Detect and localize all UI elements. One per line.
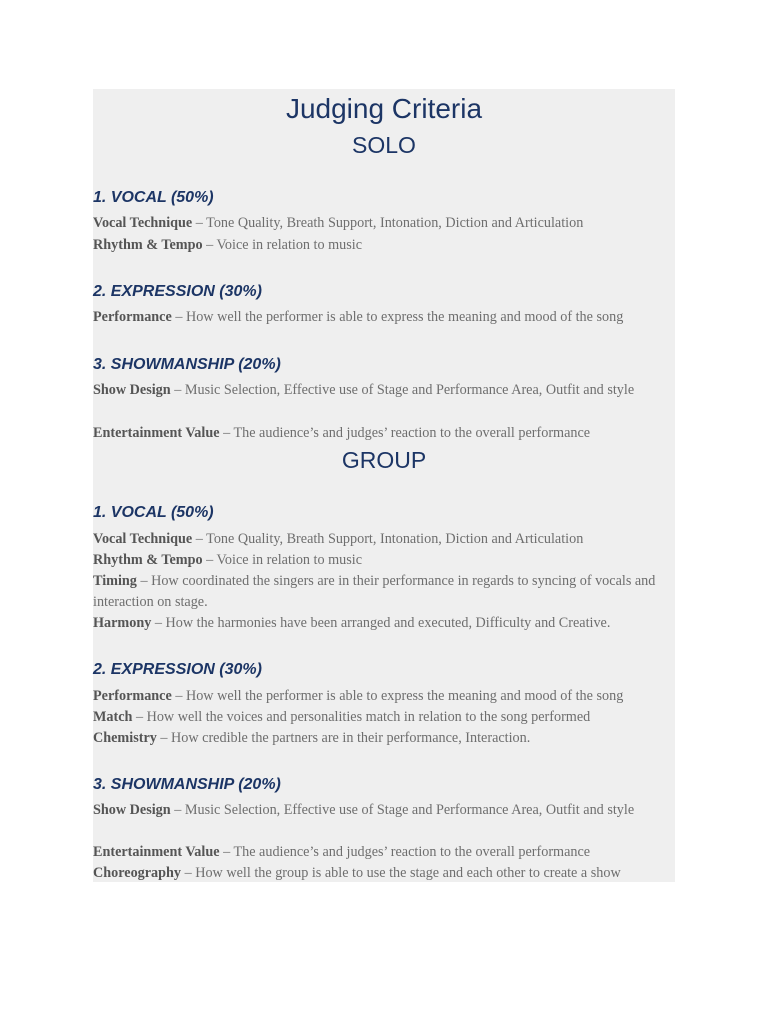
criterion-item [93,863,675,884]
criterion-desc: – How the harmonies have been arranged and executed, Difficulty and Creative. [151,615,611,631]
criterion-term: Vocal Technique [93,215,193,231]
criterion-desc: – Voice in relation to music [202,552,363,568]
criterion-item [93,800,675,821]
criterion-desc: – How coordinated the singers are in their performance in regards to syncing of vocals and interaction on stage. [93,573,656,610]
criterion-desc: – How well the voices and personalities match in relation to the song performed [132,709,591,725]
criterion-item [93,728,675,749]
criterion-desc: – Tone Quality, Breath Support, Intonation, Diction and Articulation [192,531,584,547]
criterion-item [93,213,675,234]
criterion-term: Performance [93,688,172,704]
criterion-desc: – How well the performer is able to express the meaning and mood of the song [171,688,624,704]
criterion-item [93,613,675,634]
criterion-desc: – How well the performer is able to express the meaning and mood of the song [171,309,624,325]
criterion-term: Match [93,709,133,725]
criterion-desc: – How credible the partners are in their performance, Interaction. [156,730,531,746]
criterion-desc: – The audience’s and judges’ reaction to the overall performance [219,844,591,860]
page-title: Judging Criteria [285,93,483,124]
criterion-desc: – Music Selection, Effective use of Stage and Performance Area, Outfit and style [170,382,635,398]
criterion-item [93,423,675,444]
criterion-term: Entertainment Value [93,425,220,441]
criterion-item [93,307,675,328]
criterion-term: Choreography [93,865,182,881]
criterion-item [93,550,675,571]
criterion-term: Vocal Technique [93,531,193,547]
criterion-term: Show Design [93,382,171,398]
criterion-term: Entertainment Value [93,844,220,860]
group-showmanship-heading: 3. SHOWMANSHIP (20%) [93,776,281,793]
criterion-term: Chemistry [93,730,157,746]
criterion-item [93,707,675,728]
group-expression-heading: 2. EXPRESSION (30%) [93,661,262,678]
criterion-desc: – Voice in relation to music [202,237,363,253]
criterion-item [93,571,675,613]
criterion-term: Timing [93,573,137,589]
criterion-term: Harmony [93,615,152,631]
criterion-item [93,529,675,550]
criterion-term: Performance [93,309,172,325]
criterion-desc: – The audience’s and judges’ reaction to the overall performance [219,425,591,441]
criterion-item [93,686,675,707]
criterion-item [93,235,675,256]
criterion-item [93,842,675,863]
criterion-desc: – Tone Quality, Breath Support, Intonation, Diction and Articulation [192,215,584,231]
criterion-term: Rhythm & Tempo [93,552,203,568]
solo-showmanship-heading: 3. SHOWMANSHIP (20%) [93,356,281,373]
criterion-desc: – Music Selection, Effective use of Stage and Performance Area, Outfit and style [170,802,635,818]
group-vocal-heading: 1. VOCAL (50%) [93,504,214,521]
solo-title: SOLO [352,132,416,158]
solo-vocal-heading: 1. VOCAL (50%) [93,189,214,206]
solo-expression-heading: 2. EXPRESSION (30%) [93,283,262,300]
criterion-term: Show Design [93,802,171,818]
criterion-desc: – How well the group is able to use the stage and each other to create a show [181,865,621,881]
criterion-term: Rhythm & Tempo [93,237,203,253]
criterion-item [93,380,675,401]
group-title: GROUP [341,447,427,473]
